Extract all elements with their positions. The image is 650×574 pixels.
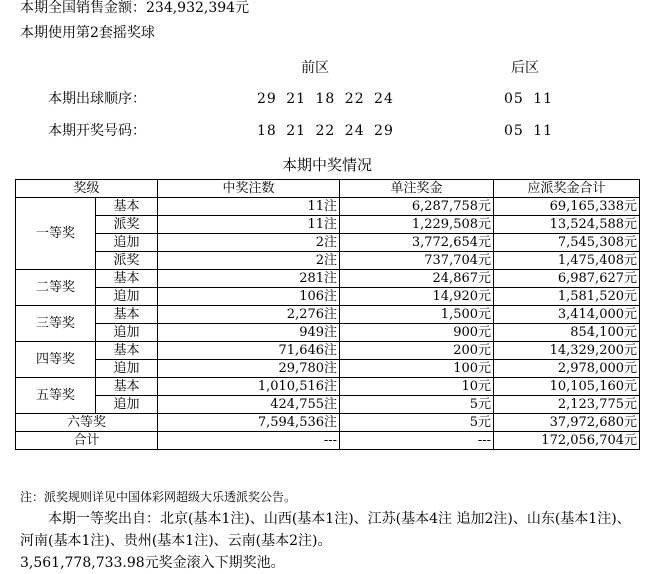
front-zone-label: 前区 [301, 60, 329, 76]
count-cell: 7,594,536注 [158, 414, 340, 432]
type-cell: 追加 [96, 324, 158, 342]
level-cell: 二等奖 [16, 270, 96, 306]
footnote: 注：派奖规则详见中国体彩网超级大乐透派奖公告。 [20, 490, 297, 504]
type-cell: 基本 [96, 306, 158, 324]
prize-cell: 5元 [340, 414, 494, 432]
prize-cell: 737,704元 [340, 252, 494, 270]
total-cell: 1,581,520元 [494, 288, 640, 306]
total-cell: 6,987,627元 [494, 270, 640, 288]
total-cell: 14,329,200元 [494, 342, 640, 360]
type-cell: 基本 [96, 198, 158, 216]
table-row [16, 234, 640, 252]
draw-order-label: 本期出球顺序： [48, 91, 146, 107]
prize-cell: 24,867元 [340, 270, 494, 288]
table-row [16, 270, 640, 288]
level-cell: 三等奖 [16, 306, 96, 342]
prize-cell: 1,500元 [340, 306, 494, 324]
prize-cell: 6,287,758元 [340, 198, 494, 216]
prize-cell: 900元 [340, 324, 494, 342]
type-cell: 基本 [96, 342, 158, 360]
total-cell: 2,978,000元 [494, 360, 640, 378]
prize-cell: 100元 [340, 360, 494, 378]
total-cell: 3,414,000元 [494, 306, 640, 324]
total-cell: 172,056,704元 [494, 432, 640, 450]
count-cell: 949注 [158, 324, 340, 342]
draw-result-front: 18 21 22 24 29 [257, 123, 394, 139]
prize-cell: 1,229,508元 [340, 216, 494, 234]
pool-rollover: 3,561,778,733.98元奖金滚入下期奖池。 [20, 555, 285, 571]
count-cell: 424,755注 [158, 396, 340, 414]
table-row-sum [16, 432, 640, 450]
type-cell: 追加 [96, 288, 158, 306]
type-cell: 追加 [96, 234, 158, 252]
prize-cell: 5元 [340, 396, 494, 414]
total-cell: 854,100元 [494, 324, 640, 342]
total-cell: 10,105,160元 [494, 378, 640, 396]
table-row [16, 396, 640, 414]
total-cell: 1,475,408元 [494, 252, 640, 270]
prize-table [15, 179, 640, 450]
header-count: 中奖注数 [158, 180, 340, 198]
level-cell: 五等奖 [16, 378, 96, 414]
type-cell: 基本 [96, 378, 158, 396]
table-row [16, 378, 640, 396]
table-row-sixth [16, 414, 640, 432]
count-cell: 1,010,516注 [158, 378, 340, 396]
prize-cell: 200元 [340, 342, 494, 360]
prize-cell: 10元 [340, 378, 494, 396]
count-cell: 2注 [158, 252, 340, 270]
total-cell: 7,545,308元 [494, 234, 640, 252]
header-total: 应派奖金合计 [494, 180, 640, 198]
sum-label-cell: 合计 [16, 432, 158, 450]
total-cell: 2,123,775元 [494, 396, 640, 414]
header-prize: 单注奖金 [340, 180, 494, 198]
prize-cell: --- [340, 432, 494, 450]
level-cell: 六等奖 [16, 414, 158, 432]
type-cell: 派奖 [96, 216, 158, 234]
count-cell: 11注 [158, 216, 340, 234]
table-row [16, 324, 640, 342]
count-cell: --- [158, 432, 340, 450]
draw-order-back: 05 11 [504, 91, 554, 107]
draw-result-label: 本期开奖号码： [48, 123, 146, 139]
type-cell: 追加 [96, 360, 158, 378]
count-cell: 281注 [158, 270, 340, 288]
level-cell: 四等奖 [16, 342, 96, 378]
type-cell: 基本 [96, 270, 158, 288]
draw-result-back: 05 11 [504, 123, 554, 139]
table-row [16, 216, 640, 234]
table-row [16, 288, 640, 306]
first-prize-locations: 本期一等奖出自：北京(基本1注)、山西(基本1注)、江苏(基本4注 追加2注)、山东(基本1注)、河南(基本1注)、贵州(基本1注)、云南(基本2注)。 [20, 511, 631, 549]
total-cell: 69,165,338元 [494, 198, 640, 216]
type-cell: 派奖 [96, 252, 158, 270]
count-cell: 71,646注 [158, 342, 340, 360]
table-row [16, 342, 640, 360]
count-cell: 2,276注 [158, 306, 340, 324]
prize-cell: 14,920元 [340, 288, 494, 306]
total-cell: 37,972,680元 [494, 414, 640, 432]
back-zone-label: 后区 [511, 60, 539, 76]
table-row [16, 252, 640, 270]
table-title: 本期中奖情况 [281, 156, 372, 174]
table-header-row [16, 180, 640, 198]
count-cell: 29,780注 [158, 360, 340, 378]
count-cell: 106注 [158, 288, 340, 306]
count-cell: 11注 [158, 198, 340, 216]
count-cell: 2注 [158, 234, 340, 252]
table-row [16, 198, 640, 216]
table-row [16, 360, 640, 378]
ball-set-info: 本期使用第2套摇奖球 [20, 25, 155, 41]
prize-cell: 3,772,654元 [340, 234, 494, 252]
total-cell: 13,524,588元 [494, 216, 640, 234]
header-level: 奖级 [16, 180, 158, 198]
draw-order-front: 29 21 18 22 24 [257, 91, 394, 107]
level-cell: 一等奖 [16, 198, 96, 270]
sales-amount: 本期全国销售金额：234,932,394元 [20, 0, 250, 16]
type-cell: 追加 [96, 396, 158, 414]
table-row [16, 306, 640, 324]
